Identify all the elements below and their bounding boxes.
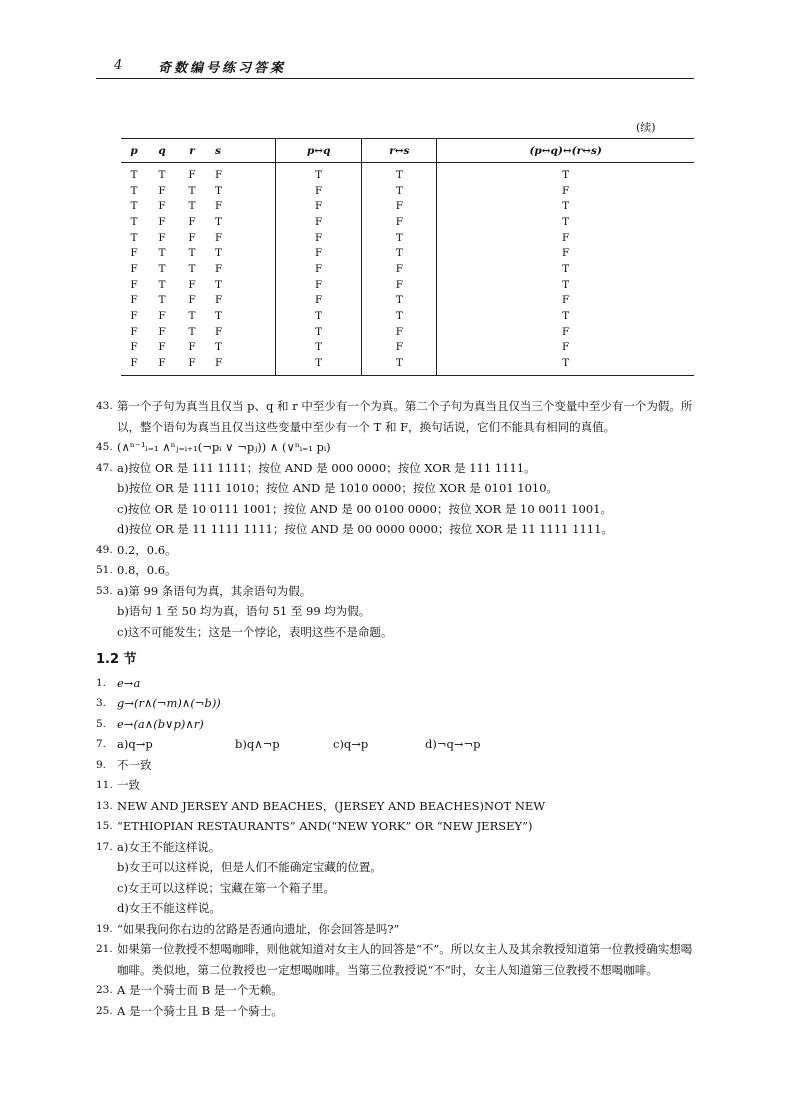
answer-number: 15.	[96, 820, 113, 832]
table-cell: T	[215, 184, 223, 197]
answer-text: “ETHIOPIAN RESTAURANTS” AND(“NEW YORK” OR “NEW JERSEY”)	[117, 819, 533, 833]
answer-part: a)女王不能这样说。	[117, 839, 221, 854]
answer-number: 25.	[96, 1004, 113, 1017]
running-title: 奇数编号练习答案	[158, 61, 287, 76]
answer-number: 17.	[96, 840, 113, 853]
table-cell: T	[276, 163, 362, 183]
table-cell: T	[188, 325, 196, 338]
answer-text: 一致	[117, 778, 140, 792]
table-cell: T	[362, 245, 437, 261]
table-cell: F	[121, 355, 147, 375]
answer-number: 43.	[96, 400, 113, 412]
answer-45	[96, 437, 696, 458]
answer-3	[96, 693, 696, 714]
answer-number: 23.	[96, 984, 113, 996]
table-cell: T	[130, 200, 138, 213]
table-cell: T	[215, 215, 223, 228]
table-cell: F	[188, 294, 196, 307]
continued-label: (续)	[636, 121, 656, 134]
answer-51	[96, 560, 696, 581]
column-header: p	[121, 139, 147, 163]
table-cell: F	[188, 278, 196, 291]
table-row	[121, 261, 694, 277]
answer-parts-row	[117, 734, 696, 755]
table-cell: F	[130, 310, 138, 323]
answer-part: b)按位 OR 是 1111 1010；按位 AND 是 1010 0000；按位 XOR 是 0101 1010。	[117, 481, 559, 495]
answer-7	[96, 734, 696, 755]
table-cell: T	[437, 277, 694, 293]
table-cell: F	[188, 341, 196, 354]
answer-text: 第一个子句为真当且仅当 p、q 和 r 中至少有一个为真。第二个子句为真当且仅当三个变量中至少有一个为假。所以，整个语句为真当且仅当这些变量中至少有一个 T 和 F，换句话说，它们不能具有相同的真值。	[117, 399, 693, 434]
table-cell: T	[215, 247, 223, 260]
answer-number: 13.	[96, 799, 113, 812]
table-cell: T	[188, 262, 196, 275]
table-cell: T	[188, 310, 196, 323]
answer-text: A 是一个骑士且 B 是一个骑士。	[117, 1003, 283, 1018]
answer-part: d)女王不能这样说。	[117, 901, 221, 915]
table-cell: F	[215, 231, 223, 244]
table-cell: F	[215, 262, 223, 275]
answer-1	[96, 673, 696, 694]
answer-21	[96, 939, 696, 980]
table-row	[121, 355, 694, 375]
table-cell: T	[215, 278, 223, 291]
answer-part: a)q→p	[117, 737, 153, 751]
answer-number: 1.	[96, 676, 107, 689]
table-cell: T	[130, 215, 138, 228]
table-cell: T	[158, 262, 166, 275]
table-cell: F	[276, 277, 362, 293]
table-row	[121, 308, 694, 324]
answer-number: 7.	[96, 738, 107, 750]
answer-part: c)这不可能发生；这是一个悖论，表明这些不是命题。	[117, 624, 393, 639]
table-cell: T	[188, 247, 196, 260]
table-row	[121, 340, 694, 356]
table-cell: T	[276, 340, 362, 356]
table-cell: F	[158, 200, 166, 213]
answer-11	[96, 775, 696, 796]
table-row	[121, 163, 694, 183]
column-header: r	[177, 139, 207, 163]
table-cell: T	[362, 230, 437, 246]
answer-number: 3.	[96, 697, 107, 709]
table-cell: T	[276, 308, 362, 324]
table-cell: F	[207, 355, 276, 375]
table-cell: T	[362, 355, 437, 375]
answer-number: 51.	[96, 564, 113, 576]
table-cell: T	[130, 184, 138, 197]
answer-part: c)女王可以这样说；宝藏在第一个箱子里。	[117, 880, 335, 895]
answer-formula: (∧ⁿ⁻¹ᵢ₌₁ ∧ⁿⱼ₌ᵢ₊₁(¬pᵢ ∨ ¬pⱼ)) ∧ (∨ⁿᵢ₌₁ pᵢ)	[117, 440, 331, 454]
answer-25	[96, 1001, 696, 1022]
table-cell: F	[362, 261, 437, 277]
table-cell: F	[215, 325, 223, 338]
table-cell: F	[276, 230, 362, 246]
table-cell: T	[437, 214, 694, 230]
table-cell: T	[437, 261, 694, 277]
column-header: r↔s	[362, 139, 437, 163]
answer-23	[96, 980, 696, 1001]
table-cell: F	[276, 293, 362, 309]
table-header-row	[121, 139, 694, 163]
answer-formula: g→(r∧(¬m)∧(¬b))	[117, 696, 221, 710]
table-row	[121, 277, 694, 293]
answer-part: d)¬q→¬p	[425, 737, 481, 751]
table-cell: F	[437, 183, 694, 199]
page-number: 4	[114, 58, 123, 73]
answer-number: 21.	[96, 943, 113, 955]
answer-47	[96, 458, 696, 540]
table-cell: T	[158, 247, 166, 260]
table-cell: F	[188, 231, 196, 244]
answer-17	[96, 837, 696, 919]
answer-number: 19.	[96, 922, 113, 935]
table-row	[121, 230, 694, 246]
table-row	[121, 198, 694, 214]
answer-number: 45.	[96, 441, 113, 453]
table-row	[121, 293, 694, 309]
answer-text: “如果我问你右边的岔路是否通向遗址，你会回答是吗?”	[117, 921, 400, 936]
table-cell: F	[130, 341, 138, 354]
table-cell: F	[362, 340, 437, 356]
table-cell: T	[437, 163, 694, 183]
answer-part: a)第 99 条语句为真，其余语句为假。	[117, 583, 312, 598]
answers-body	[96, 396, 696, 1021]
table-cell: T	[362, 293, 437, 309]
table-cell: T	[158, 294, 166, 307]
answer-43	[96, 396, 696, 437]
answer-part: b)女王可以这样说，但是人们不能确定宝藏的位置。	[117, 860, 382, 874]
table-cell: F	[177, 355, 207, 375]
table-row	[121, 245, 694, 261]
truth-table-body	[121, 163, 694, 376]
table-cell: F	[276, 245, 362, 261]
table-cell: F	[130, 278, 138, 291]
table-row	[121, 214, 694, 230]
table-cell: F	[276, 183, 362, 199]
table-cell: T	[362, 163, 437, 183]
table-cell: F	[147, 355, 177, 375]
section-heading: 1.2 节	[96, 652, 137, 667]
answer-19	[96, 919, 696, 940]
table-cell: T	[130, 168, 138, 181]
table-cell: T	[215, 341, 223, 354]
table-cell: F	[437, 324, 694, 340]
table-cell: F	[362, 277, 437, 293]
table-cell: F	[276, 214, 362, 230]
answer-9	[96, 755, 696, 776]
answer-text: A 是一个骑士而 B 是一个无赖。	[117, 983, 283, 997]
table-cell: F	[158, 341, 166, 354]
answer-13	[96, 796, 696, 817]
table-cell: F	[276, 198, 362, 214]
answer-text: 0.2，0.6。	[117, 542, 177, 557]
answer-text: 如果第一位教授不想喝咖啡，则他就知道对女主人的回答是“不”。所以女主人及其余教授知道第一位教授确实想喝咖啡。类似地，第二位教授也一定想喝咖啡。当第三位教授说“不”时，女主人知道第三位教授不想喝咖啡。	[117, 942, 693, 977]
table-cell: F	[130, 262, 138, 275]
answer-53	[96, 581, 696, 643]
table-cell: F	[362, 324, 437, 340]
table-cell: F	[437, 340, 694, 356]
answer-part: c)按位 OR 是 10 0111 1001；按位 AND 是 00 0100 0000；按位 XOR 是 10 0011 1001。	[117, 501, 613, 516]
table-cell: F	[158, 231, 166, 244]
table-cell: F	[188, 168, 196, 181]
table-cell: F	[215, 168, 223, 181]
answer-text: 0.8，0.6。	[117, 563, 177, 577]
answer-formula: e→(a∧(b∨p)∧r)	[117, 716, 204, 731]
table-cell: T	[362, 183, 437, 199]
table-cell: F	[158, 184, 166, 197]
table-cell: T	[276, 324, 362, 340]
table-cell: F	[130, 294, 138, 307]
column-header: s	[207, 139, 276, 163]
table-cell: T	[437, 198, 694, 214]
table-cell: T	[437, 355, 694, 375]
table-cell: F	[188, 215, 196, 228]
answer-49	[96, 540, 696, 561]
table-cell: T	[437, 308, 694, 324]
table-cell: F	[158, 215, 166, 228]
table-cell: F	[362, 214, 437, 230]
table-cell: T	[158, 168, 166, 181]
table-cell: T	[130, 231, 138, 244]
table-cell: F	[130, 247, 138, 260]
answer-formula: e→a	[117, 675, 141, 690]
answer-number: 49.	[96, 543, 113, 556]
answer-part: b)q∧¬p	[235, 737, 280, 751]
answer-part: a)按位 OR 是 111 1111；按位 AND 是 000 0000；按位 XOR 是 111 1111。	[117, 460, 536, 475]
answer-5	[96, 714, 696, 735]
table-cell: T	[188, 184, 196, 197]
column-header: p↔q	[276, 139, 362, 163]
table-cell: T	[188, 200, 196, 213]
table-cell: F	[215, 294, 223, 307]
answer-part: c)q→p	[333, 737, 369, 751]
table-cell: T	[158, 278, 166, 291]
table-cell: F	[215, 200, 223, 213]
table-cell: T	[362, 308, 437, 324]
truth-table	[121, 138, 694, 376]
table-row	[121, 324, 694, 340]
answer-number: 5.	[96, 717, 107, 730]
answer-number: 9.	[96, 758, 107, 771]
answer-part: b)语句 1 至 50 均为真，语句 51 至 99 均为假。	[117, 604, 371, 618]
table-cell: T	[276, 355, 362, 375]
table-cell: F	[362, 198, 437, 214]
column-header: q	[147, 139, 177, 163]
table-row	[121, 183, 694, 199]
table-cell: F	[276, 261, 362, 277]
table-cell: F	[437, 293, 694, 309]
table-cell: F	[437, 245, 694, 261]
answer-number: 53.	[96, 584, 113, 597]
table-cell: F	[158, 325, 166, 338]
table-cell: F	[437, 230, 694, 246]
table-cell: F	[158, 310, 166, 323]
column-header: (p↔q)↔(r↔s)	[437, 139, 694, 163]
running-header	[96, 56, 694, 79]
answer-number: 47.	[96, 461, 113, 474]
table-cell: T	[215, 310, 223, 323]
answer-text: 不一致	[117, 757, 152, 772]
table-cell: F	[130, 325, 138, 338]
answer-number: 11.	[96, 779, 113, 791]
answer-part: d)按位 OR 是 11 1111 1111；按位 AND 是 00 0000 0000；按位 XOR 是 11 1111 1111。	[117, 522, 613, 536]
answer-15	[96, 816, 696, 837]
answer-text: NEW AND JERSEY AND BEACHES，(JERSEY AND BEACHES)NOT NEW	[117, 798, 546, 813]
